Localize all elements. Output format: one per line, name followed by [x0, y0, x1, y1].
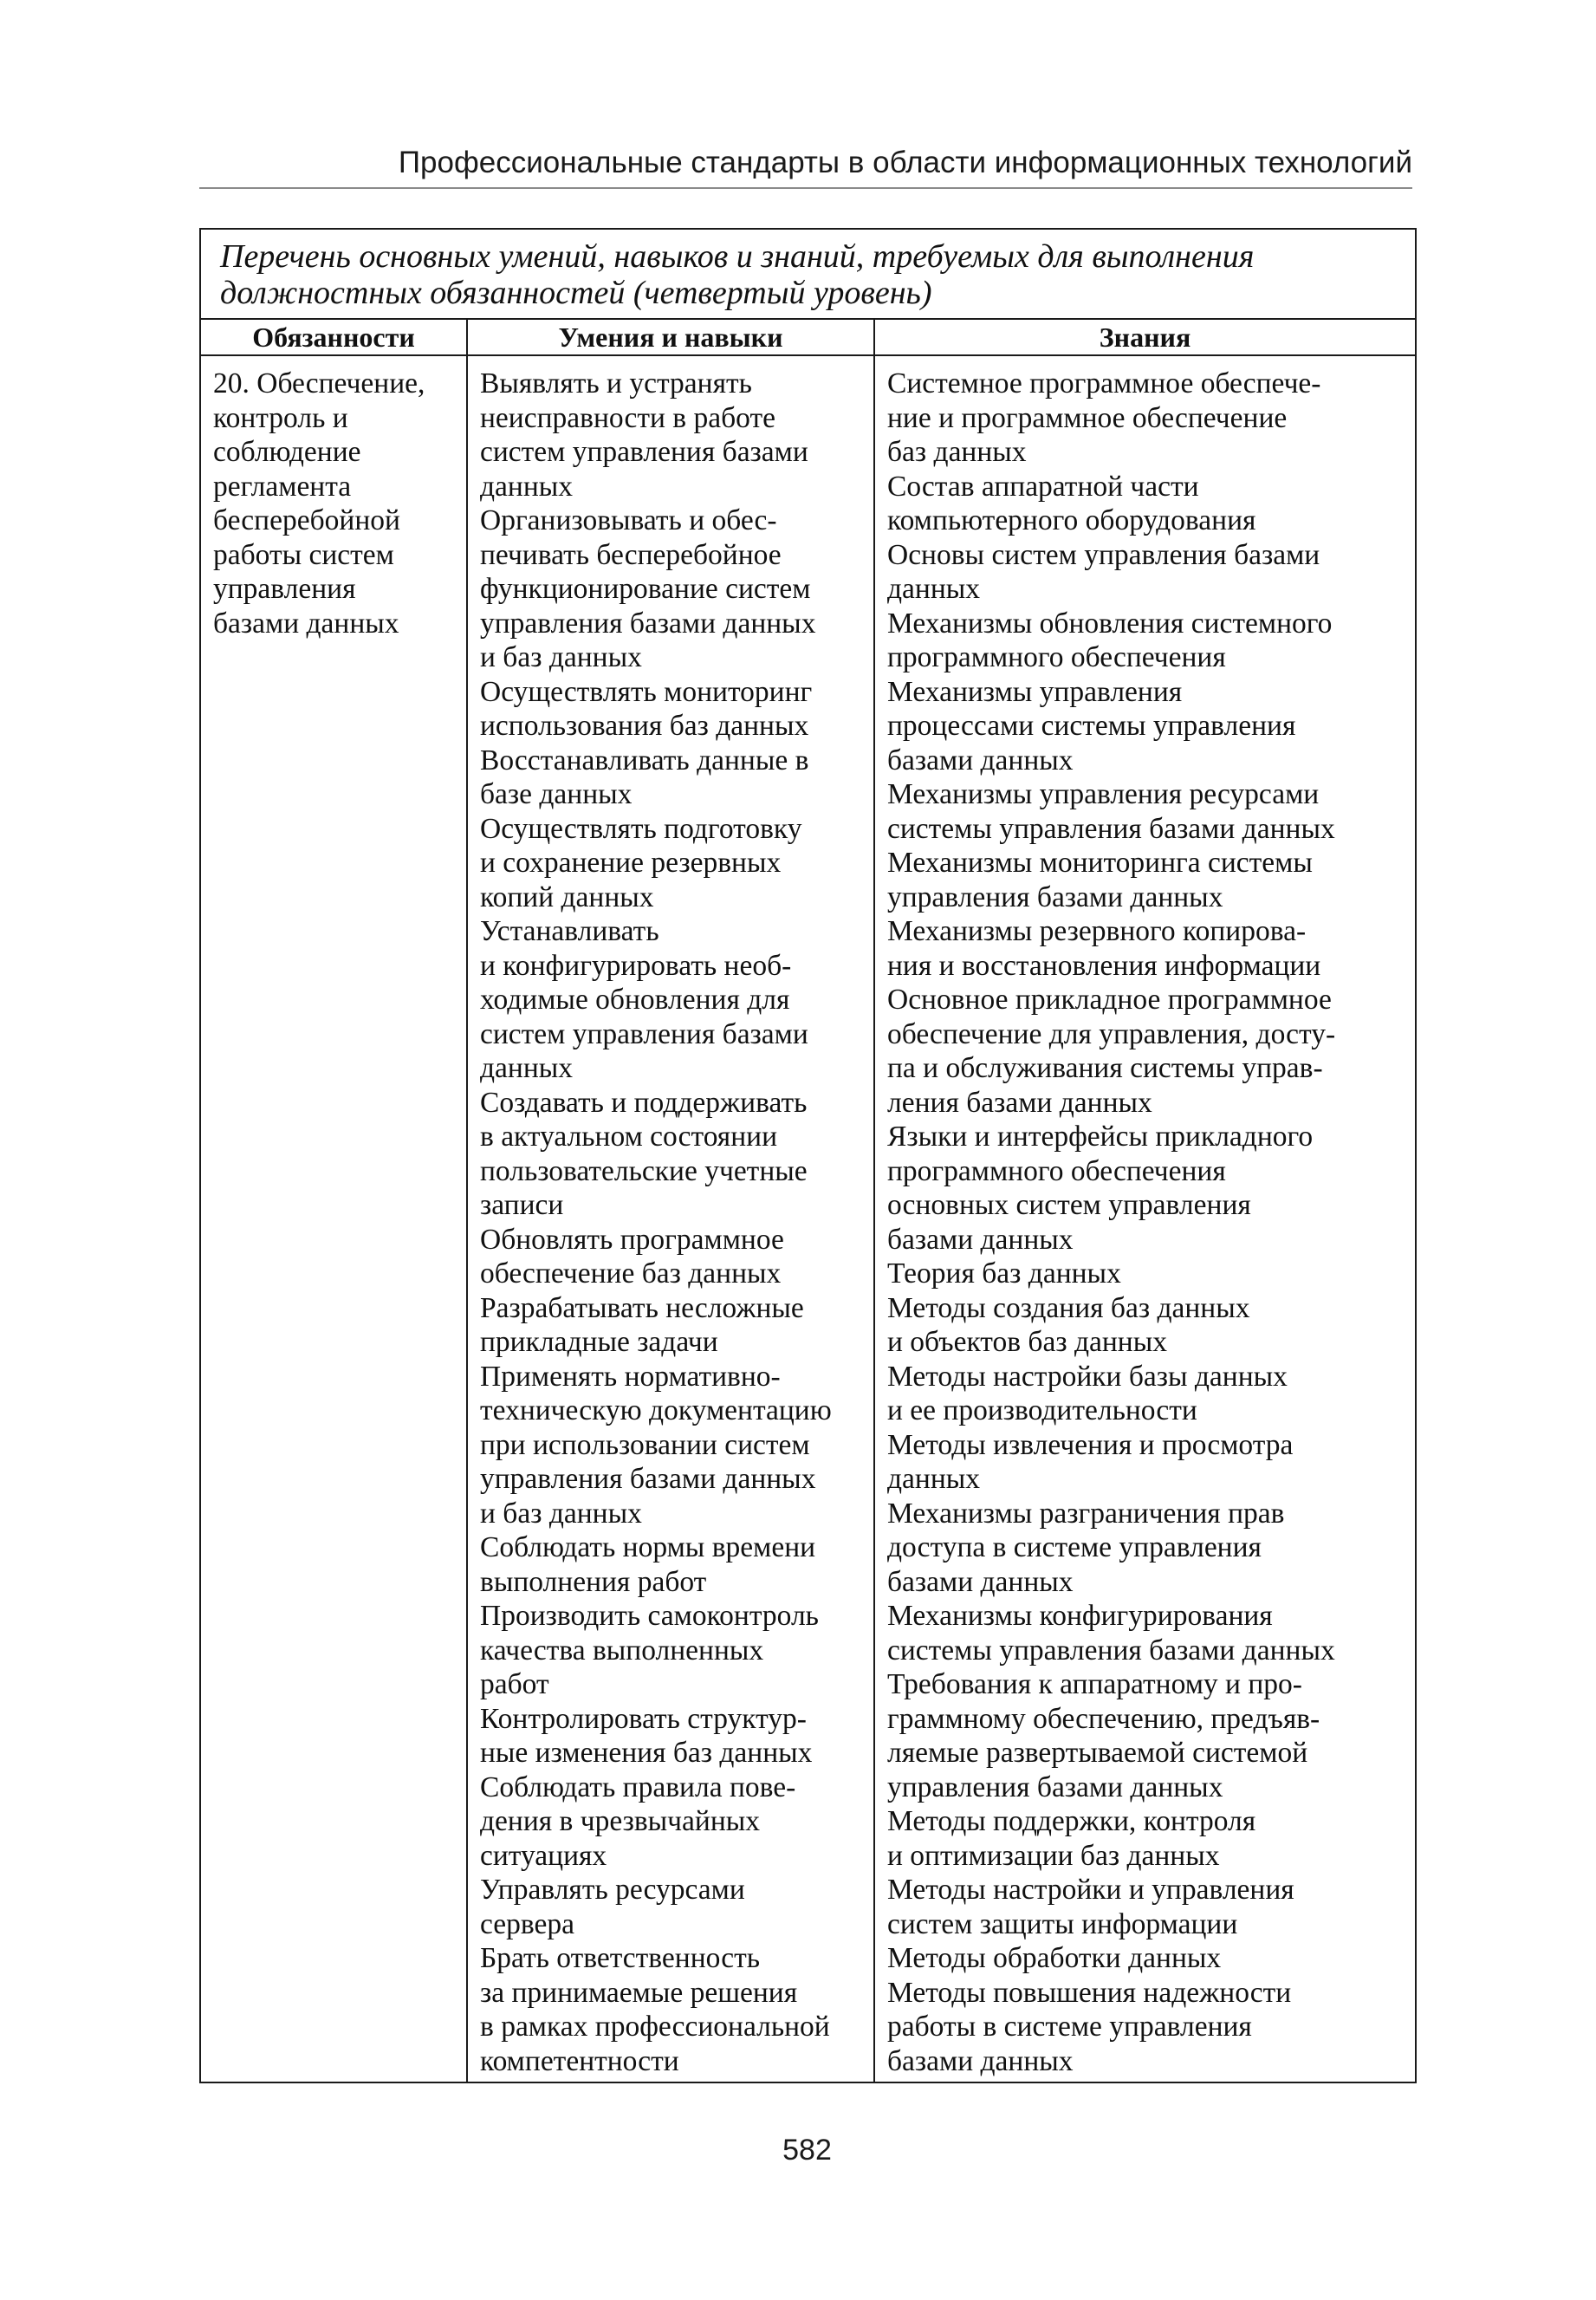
skill-text-line: и баз данных	[480, 1497, 642, 1530]
knowledge-text-line: Методы создания баз данных	[887, 1291, 1250, 1324]
duty-text-line: соблюдение	[213, 436, 361, 468]
skill-text-line: Организовывать и обес-	[480, 504, 777, 536]
skill-text-line: ные изменения баз данных	[480, 1737, 813, 1769]
skill-text-line: управления базами данных	[480, 607, 816, 640]
skill-text-line: качества выполненных	[480, 1634, 764, 1667]
skill-text-line: систем управления базами	[480, 1017, 808, 1050]
knowledge-text-line: Механизмы резервного копирова-	[887, 915, 1307, 947]
knowledge-text-line: данных	[887, 573, 981, 605]
skill-text-line: Восстанавливать данные в	[480, 744, 809, 776]
knowledge-text-line: данных	[887, 1463, 981, 1495]
duty-text-line: регламента	[213, 470, 352, 503]
skill-text-line: работ	[480, 1668, 549, 1700]
skill-text-line: копий данных	[480, 880, 654, 913]
column-header-skills: Умения и навыки	[467, 319, 874, 355]
knowledge-text-line: и ее производительности	[887, 1394, 1197, 1426]
duty-text-line: работы систем	[213, 538, 394, 571]
duty-text-line: бесперебойной	[213, 504, 400, 536]
table-caption	[200, 229, 1416, 319]
skill-text-line: при использовании систем	[480, 1428, 810, 1461]
knowledge-text-line: Методы поддержки, контроля	[887, 1805, 1256, 1837]
knowledge-text-line: базами данных	[887, 744, 1074, 776]
skill-text-line: использования баз данных	[480, 710, 809, 742]
knowledge-text-line: Состав аппаратной части	[887, 470, 1199, 503]
knowledge-text-line: и оптимизации баз данных	[887, 1839, 1220, 1872]
skill-text-line: Обновлять программное	[480, 1223, 784, 1256]
skill-text-line: Контролировать структур-	[480, 1702, 807, 1735]
duty-text-line: управления	[213, 573, 356, 605]
skill-text-line: сервера	[480, 1907, 575, 1940]
skill-text-line: компетентности	[480, 2044, 679, 2077]
knowledge-text-line: основных систем управления	[887, 1189, 1251, 1221]
knowledge-text-line: программного обеспечения	[887, 641, 1226, 673]
knowledge-text-line: Механизмы управления	[887, 675, 1183, 708]
running-header: Профессиональные стандарты в области информационных технологий	[398, 146, 1412, 179]
knowledge-text-line: граммному обеспечению, предъяв-	[887, 1702, 1320, 1735]
knowledge-text-line: системы управления базами данных	[887, 812, 1335, 845]
knowledge-text-line: Основное прикладное программное	[887, 984, 1332, 1016]
knowledge-text-line: Методы повышения надежности	[887, 1976, 1292, 2009]
skill-text-line: систем управления базами	[480, 436, 808, 468]
skill-text-line: базе данных	[480, 778, 633, 810]
knowledge-text-line: Методы настройки базы данных	[887, 1360, 1288, 1393]
knowledge-text-line: Механизмы конфигурирования	[887, 1600, 1273, 1632]
knowledge-cell	[874, 355, 1416, 2082]
skill-text-line: выполнения работ	[480, 1565, 707, 1598]
skill-text-line: Соблюдать правила пове-	[480, 1770, 796, 1803]
column-header-duties: Обязанности	[200, 319, 467, 355]
knowledge-text-line: системы управления базами данных	[887, 1634, 1335, 1667]
knowledge-text-line: базами данных	[887, 2044, 1074, 2077]
skill-text-line: печивать бесперебойное	[480, 538, 782, 571]
knowledge-text-line: Языки и интерфейсы прикладного	[887, 1121, 1314, 1153]
skill-text-line: Осуществлять подготовку	[480, 812, 802, 845]
skill-text-line: в рамках профессиональной	[480, 2011, 830, 2043]
knowledge-text-line: ние и программное обеспечение	[887, 401, 1288, 434]
skills-cell	[467, 355, 874, 2082]
skill-text-line: и сохранение резервных	[480, 847, 782, 879]
knowledge-text-line: компьютерного оборудования	[887, 504, 1256, 536]
skill-text-line: Выявлять и устранять	[480, 367, 752, 400]
skill-text-line: Соблюдать нормы времени	[480, 1531, 816, 1563]
caption-line: должностных обязанностей (четвертый уровень)	[220, 275, 932, 311]
skill-text-line: функционирование систем	[480, 573, 811, 605]
skill-text-line: данных	[480, 470, 574, 503]
competency-table	[199, 228, 1417, 2083]
column-header-row	[200, 319, 1416, 355]
knowledge-text-line: Механизмы разграничения прав	[887, 1497, 1285, 1530]
knowledge-text-line: Методы извлечения и просмотра	[887, 1428, 1294, 1461]
skill-text-line: Производить самоконтроль	[480, 1600, 819, 1632]
knowledge-text-line: Механизмы управления ресурсами	[887, 778, 1320, 810]
skill-text-line: техническую документацию	[480, 1394, 832, 1426]
knowledge-text-line: доступа в системе управления	[887, 1531, 1262, 1563]
skill-text-line: Применять нормативно-	[480, 1360, 781, 1393]
knowledge-text-line: систем защиты информации	[887, 1907, 1238, 1940]
duty-text-line: контроль и	[213, 401, 348, 434]
table-caption-row	[200, 229, 1416, 319]
skill-text-line: за принимаемые решения	[480, 1976, 798, 2009]
knowledge-text-line: процессами системы управления	[887, 710, 1296, 742]
skill-text-line: управления базами данных	[480, 1463, 816, 1495]
knowledge-text-line: работы в системе управления	[887, 2011, 1252, 2043]
caption-line: Перечень основных умений, навыков и знаний, требуемых для выполнения	[220, 238, 1255, 275]
knowledge-text-line: Методы обработки данных	[887, 1942, 1222, 1974]
skill-text-line: и баз данных	[480, 641, 642, 673]
skill-text-line: и конфигурировать необ-	[480, 949, 792, 982]
knowledge-text-line: базами данных	[887, 1565, 1074, 1598]
skill-text-line: записи	[480, 1189, 564, 1221]
skill-text-line: неисправности в работе	[480, 401, 775, 434]
knowledge-text-line: и объектов баз данных	[887, 1326, 1167, 1358]
skill-text-line: Устанавливать	[480, 915, 659, 947]
knowledge-text-line: Системное программное обеспече-	[887, 367, 1321, 400]
skill-text-line: пользовательские учетные	[480, 1154, 808, 1187]
knowledge-text-line: программного обеспечения	[887, 1154, 1226, 1187]
header-divider	[199, 187, 1412, 189]
page-number: 582	[782, 2134, 832, 2167]
knowledge-text-line: Механизмы мониторинга системы	[887, 847, 1313, 879]
skill-text-line: в актуальном состоянии	[480, 1121, 777, 1153]
knowledge-text-line: ления базами данных	[887, 1086, 1152, 1119]
knowledge-text-line: Механизмы обновления системного	[887, 607, 1333, 640]
skill-text-line: ходимые обновления для	[480, 984, 790, 1016]
knowledge-text-line: Теория баз данных	[887, 1257, 1121, 1290]
duty-text-line: 20. Обеспечение,	[213, 367, 425, 400]
skill-text-line: Создавать и поддерживать	[480, 1086, 808, 1119]
skill-text-line: ситуациях	[480, 1839, 607, 1872]
skill-text-line: Управлять ресурсами	[480, 1874, 745, 1906]
knowledge-text-line: управления базами данных	[887, 1770, 1223, 1803]
skill-text-line: Разрабатывать несложные	[480, 1291, 804, 1324]
knowledge-text-line: Основы систем управления базами	[887, 538, 1320, 571]
knowledge-text-line: баз данных	[887, 436, 1027, 468]
knowledge-text-line: Требования к аппаратному и про-	[887, 1668, 1302, 1700]
skill-text-line: Осуществлять мониторинг	[480, 675, 813, 708]
skill-text-line: дения в чрезвычайных	[480, 1805, 761, 1837]
skill-text-line: прикладные задачи	[480, 1326, 718, 1358]
knowledge-text-line: управления базами данных	[887, 880, 1223, 913]
knowledge-text-line: ния и восстановления информации	[887, 949, 1321, 982]
duty-text-line: базами данных	[213, 607, 399, 640]
skill-text-line: Брать ответственность	[480, 1942, 760, 1974]
knowledge-text-line: па и обслуживания системы управ-	[887, 1052, 1323, 1084]
duties-cell	[200, 355, 467, 2082]
table-row	[200, 355, 1416, 2082]
knowledge-text-line: базами данных	[887, 1223, 1074, 1256]
knowledge-text-line: Методы настройки и управления	[887, 1874, 1294, 1906]
column-header-knowledge: Знания	[874, 319, 1416, 355]
skill-text-line: обеспечение баз данных	[480, 1257, 782, 1290]
skill-text-line: данных	[480, 1052, 574, 1084]
knowledge-text-line: обеспечение для управления, досту-	[887, 1017, 1336, 1050]
knowledge-text-line: ляемые развертываемой системой	[887, 1737, 1308, 1769]
